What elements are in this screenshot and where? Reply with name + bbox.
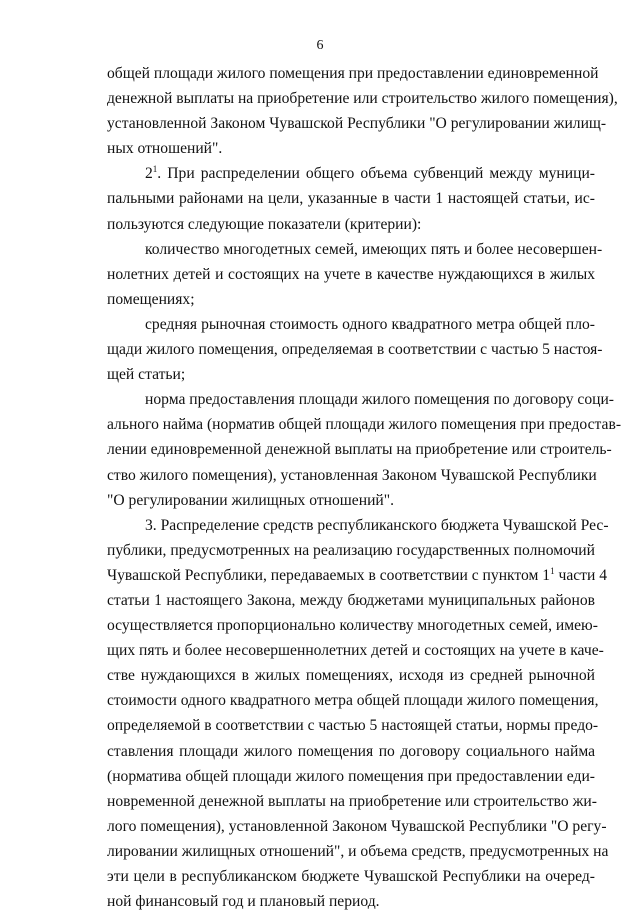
text-line-segment: установленной Законом Чувашской Республики "О регулировании жилищ- — [107, 115, 607, 133]
text-line — [107, 61, 599, 86]
text-line-segment: щей статьи; — [107, 366, 186, 384]
text-line — [107, 312, 595, 337]
text-line — [107, 337, 603, 362]
text-line-segment: лении единовременной денежной выплаты на приобретение или строитель- — [107, 441, 612, 459]
text-line-segment: Чувашской Республики, передаваемых в соответствии с пунктом 1 — [107, 566, 551, 584]
text-line-segment: пальными районами на цели, указанные в части 1 настоящей статьи, ис- — [107, 190, 595, 208]
text-line — [107, 538, 595, 563]
text-line — [107, 764, 595, 789]
text-line — [107, 237, 603, 262]
text-line-segment: статьи 1 настоящего Закона, между бюджетами муниципальных районов — [107, 591, 595, 609]
text-line — [107, 86, 618, 111]
text-line — [107, 186, 595, 211]
text-line-segment: публики, предусмотренных на реализацию государственных полномочий — [107, 541, 595, 559]
text-line-segment: части 4 — [554, 566, 608, 584]
document-body — [107, 61, 622, 914]
text-line — [107, 262, 595, 287]
text-line — [107, 713, 599, 738]
text-line-segment: норма предоставления площади жилого помещения по договору соци- — [145, 391, 614, 409]
text-line-segment: стве нуждающихся в жилых помещениях, исходя из средней рыночной — [107, 667, 595, 685]
text-line-segment: лого помещения), установленной Законом Чувашской Республики "О регу- — [107, 817, 607, 835]
text-line — [107, 839, 609, 864]
superscript: 1 — [550, 565, 555, 576]
text-line-segment: лировании жилищных отношений", и объема средств, предусмотренных на — [107, 842, 609, 860]
text-line-segment: новременной денежной выплаты на приобретение или строительство жи- — [107, 792, 597, 810]
text-line-segment: определяемой в соответствии с частью 5 настоящей статьи, нормы предо- — [107, 717, 599, 735]
text-line-segment: помещениях; — [107, 290, 195, 308]
text-line-segment: 3. Распределение средств республиканского бюджета Чувашской Рес- — [145, 516, 609, 534]
text-line — [107, 513, 609, 538]
text-line-segment: денежной выплаты на приобретение или строительство жилого помещения), — [107, 90, 618, 108]
text-line-segment: ство жилого помещения), установленная Законом Чувашской Республики — [107, 466, 597, 484]
text-line — [107, 287, 595, 312]
text-line — [107, 362, 595, 387]
text-line — [107, 563, 608, 588]
text-line-segment: стоимости одного квадратного метра общей площади жилого помещения, — [107, 692, 599, 710]
text-line-segment: количество многодетных семей, имеющих пять и более несовершен- — [145, 240, 603, 258]
page-number: 6 — [316, 38, 324, 53]
text-line — [107, 739, 595, 764]
text-line — [107, 613, 598, 638]
text-line — [107, 136, 595, 161]
text-line-segment: (норматива общей площади жилого помещения при предоставлении еди- — [107, 767, 595, 785]
text-line — [107, 789, 595, 814]
text-line-segment: осуществляется пропорционально количеству многодетных семей, имею- — [107, 617, 598, 635]
text-line-segment: общей площади жилого помещения при предоставлении единовременной — [107, 65, 599, 82]
text-line — [107, 412, 622, 437]
text-line — [107, 387, 614, 412]
text-line-segment: . При распределении общего объема субвенций между муници- — [157, 165, 595, 183]
text-line-segment: 2 — [145, 165, 153, 183]
text-line-segment: щади жилого помещения, определяемая в соответствии с частью 5 настоя- — [107, 341, 603, 359]
text-line — [107, 688, 599, 713]
text-line — [107, 161, 595, 186]
text-line — [107, 488, 595, 513]
text-line — [107, 864, 595, 889]
text-line-segment: ставления площади жилого помещения по договору социального найма — [107, 742, 595, 760]
text-line-segment: пользуются следующие показатели (критерии): — [107, 215, 422, 233]
text-line — [107, 588, 595, 613]
text-line-segment: щих пять и более несовершеннолетних детей и состоящих на учете в каче- — [107, 642, 604, 660]
text-line-segment: ной финансовый год и плановый период. — [107, 893, 380, 911]
superscript: 1 — [152, 164, 158, 175]
text-line — [107, 111, 607, 136]
text-line — [107, 889, 595, 914]
text-line-segment: ального найма (норматив общей площади жилого помещения при предостав- — [107, 416, 622, 434]
text-line — [107, 814, 607, 839]
text-line — [107, 212, 595, 237]
text-line — [107, 638, 604, 663]
text-line — [107, 463, 595, 488]
text-line-segment: ных отношений". — [107, 140, 223, 158]
text-line — [107, 437, 612, 462]
text-line-segment: "О регулировании жилищных отношений". — [107, 491, 395, 509]
text-line-segment: эти цели в республиканском бюджете Чувашской Республики на очеред- — [107, 868, 595, 885]
text-line-segment: нолетних детей и состоящих на учете в качестве нуждающихся в жилых — [107, 265, 595, 283]
text-line — [107, 663, 595, 688]
text-line-segment: средняя рыночная стоимость одного квадратного метра общей пло- — [145, 315, 595, 333]
